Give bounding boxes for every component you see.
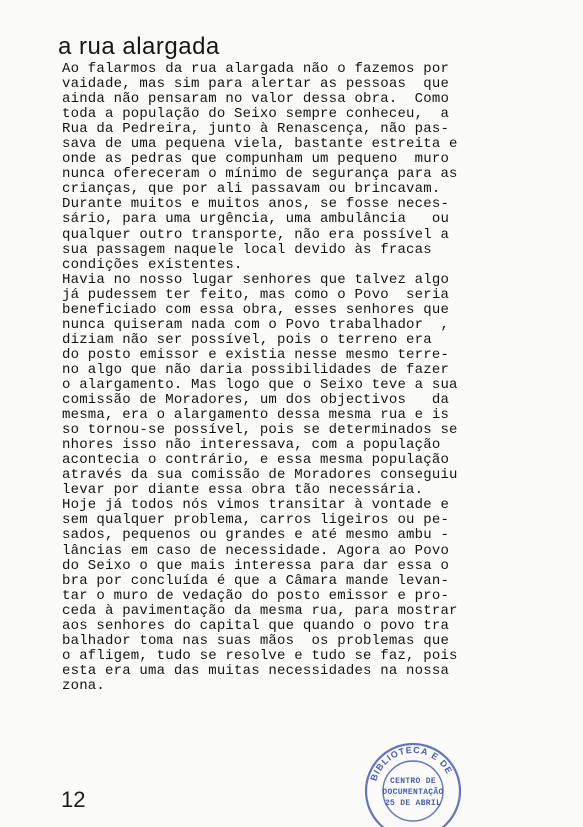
text-line: do Seixo o que mais interessa para dar essa o (62, 557, 450, 574)
text-line: Durante muitos e muitos anos, se fosse neces- (62, 196, 450, 213)
archive-stamp (361, 739, 465, 827)
text-line: do posto emissor e existia nesse mesmo terre- (62, 346, 450, 363)
text-line: zona. (62, 677, 106, 694)
text-line: condições existentes. (62, 256, 243, 273)
text-line: sados, pequenos ou grandes e até mesmo ambu - (62, 527, 450, 544)
text-line: sava de uma pequena viela, bastante estreita e (62, 136, 458, 153)
text-line: aos senhores do capital que quando o povo tra (62, 617, 450, 634)
text-line: diziam não ser possível, pois o terreno era (62, 331, 432, 348)
text-line: Hoje já todos nós vimos transitar à vontade e (62, 497, 450, 514)
text-line: sário, para uma urgência, uma ambulância ou (62, 211, 450, 228)
text-line: Havia no nosso lugar senhores que talvez algo (62, 271, 450, 288)
text-line: ceda à pavimentação da mesma rua, para mostrar (62, 602, 458, 619)
text-line: já pudessem ter feito, mas como o Povo seria (62, 286, 450, 303)
text-line: no algo que não daria possibilidades de fazer (62, 361, 450, 378)
text-line: so tornou-se possível, pois se determinados se (62, 422, 458, 439)
article-title: a rua alargada (58, 33, 220, 60)
text-line: comissão de Moradores, um dos objectivos da (62, 392, 450, 409)
stamp-line-1: CENTRO DE (390, 777, 436, 786)
text-line: esta era uma das muitas necessidades na nossa (62, 662, 450, 679)
text-line: toda a população do Seixo sempre conheceu, a (62, 106, 450, 123)
article-body (62, 62, 532, 694)
text-line: crianças, que por ali passavam ou brincavam. (62, 181, 441, 198)
text-line: vaidade, mas sim para alertar as pessoas que (62, 76, 450, 93)
text-line: Rua da Pedreira, junto à Renascença, não pas- (62, 121, 450, 138)
text-line: mesma, era o alargamento dessa mesma rua e is (62, 407, 450, 424)
text-line: nunca ofereceram o mínimo de segurança para as (62, 166, 458, 183)
text-line: sua passagem naquele local devido às fracas (62, 241, 432, 258)
stamp-line-3: 25 DE ABRIL (384, 799, 442, 808)
stamp-seal-icon (361, 739, 465, 827)
text-line: bra por concluída é que a Câmara mande levan- (62, 572, 450, 589)
text-line: levar por diante essa obra tão necessária. (62, 482, 424, 499)
text-line: o alargamento. Mas logo que o Seixo teve a sua (62, 376, 458, 393)
text-line: através da sua comissão de Moradores conseguiu (62, 467, 458, 484)
text-line: lâncias em caso de necessidade. Agora ao Povo (62, 542, 450, 559)
text-line: beneficiado com essa obra, esses senhores que (62, 301, 450, 318)
text-line: acontecia o contrário, e essa mesma população (62, 452, 450, 469)
text-line: nhores isso não interessava, com a população (62, 437, 441, 454)
page-number: 12 (61, 787, 86, 812)
text-line: balhador toma nas suas mãos os problemas que (62, 632, 450, 649)
text-line: ainda não pensaram no valor dessa obra. Como (62, 91, 450, 108)
stamp-ring-text: BIBLIOTECA E DE (368, 744, 455, 783)
text-line: sem qualquer problema, carros ligeiros ou pe- (62, 512, 450, 529)
text-line: qualquer outro transporte, não era possível a (62, 226, 450, 243)
stamp-line-2: DOCUMENTAÇÃO (382, 788, 444, 797)
text-line: o afligem, tudo se resolve e tudo se faz, pois (62, 647, 458, 664)
text-line: tar o muro de vedação do posto emissor e pro- (62, 587, 450, 604)
text-line: onde as pedras que compunham um pequeno muro (62, 151, 450, 168)
text-line: Ao falarmos da rua alargada não o fazemos por (62, 61, 450, 77)
text-line: nunca quiseram nada com o Povo trabalhador , (62, 316, 450, 333)
